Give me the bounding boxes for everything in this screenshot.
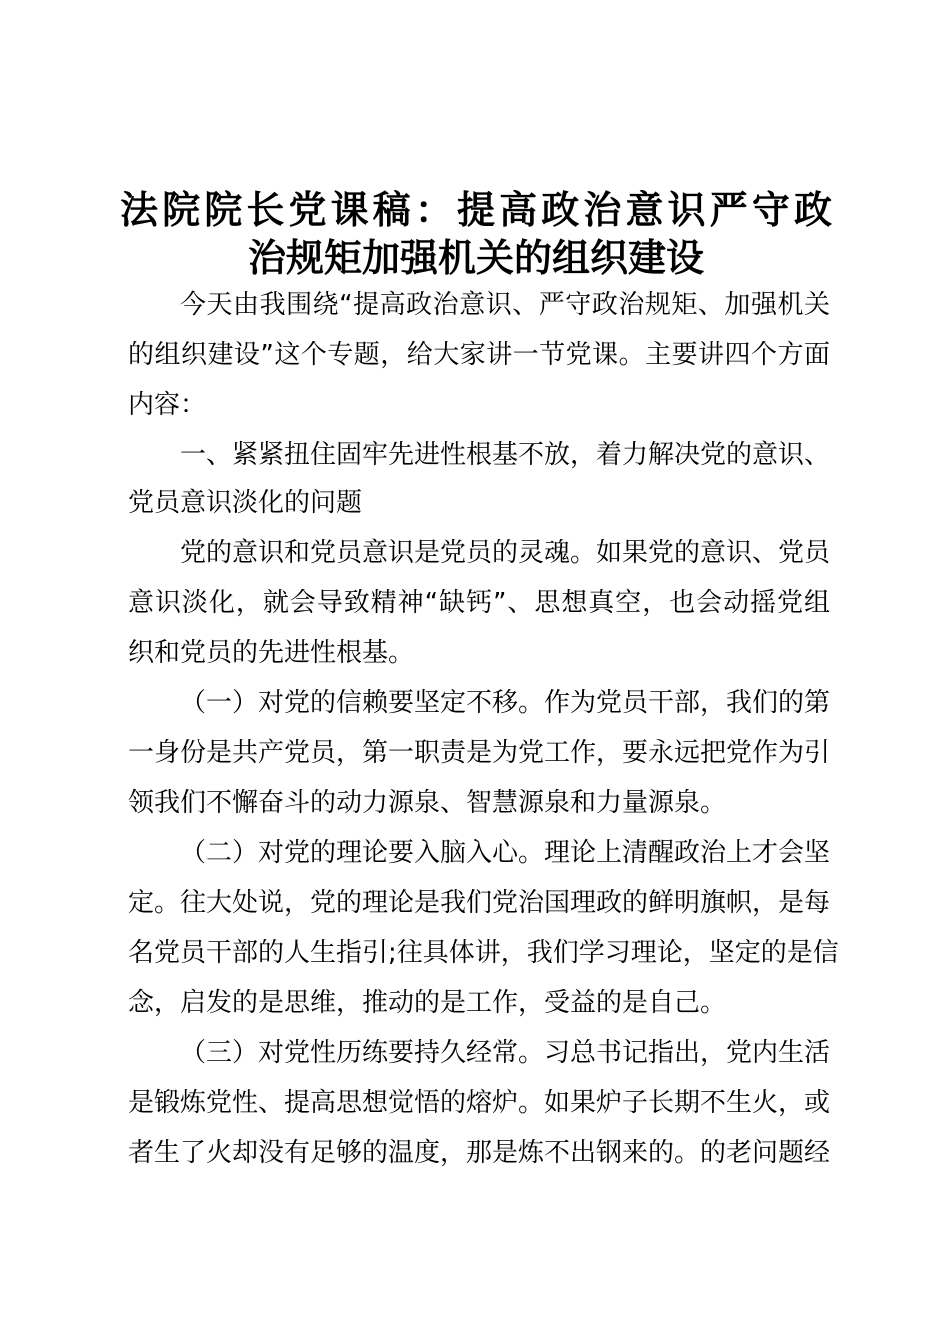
body-line: 一、紧紧扭住固牢先进性根基不放，着力解决党的意识、 — [180, 440, 831, 470]
title-line-2: 治规矩加强机关的组织建设 — [247, 236, 704, 280]
body-line: （三）对党性历练要持久经常。习总书记指出，党内生活 — [180, 1038, 831, 1068]
body-line: 者生了火却没有足够的温度，那是炼不出钢来的。的老问题经 — [128, 1138, 831, 1168]
body-line: 念，启发的是思维，推动的是工作，受益的是自己。 — [128, 988, 727, 1018]
body-line: （一）对党的信赖要坚定不移。作为党员干部，我们的第 — [180, 688, 831, 718]
body-line: 领我们不懈奋斗的动力源泉、智慧源泉和力量源泉。 — [128, 788, 727, 818]
body-line: 是锻炼党性、提高思想觉悟的熔炉。如果炉子长期不生火，或 — [128, 1088, 831, 1118]
body-line: 意识淡化，就会导致精神“缺钙”、思想真空，也会动摇党组 — [128, 588, 830, 618]
body-line: 定。往大处说，党的理论是我们党治国理政的鲜明旗帜，是每 — [128, 888, 831, 918]
body-line: 织和党员的先进性根基。 — [128, 638, 415, 668]
body-line: 今天由我围绕“提高政治意识、严守政治规矩、加强机关 — [180, 290, 830, 320]
body-line: 一身份是共产党员，第一职责是为党工作，要永远把党作为引 — [128, 738, 831, 768]
body-line: （二）对党的理论要入脑入心。理论上清醒政治上才会坚 — [180, 838, 831, 868]
body-line: 的组织建设”这个专题，给大家讲一节党课。主要讲四个方面 — [128, 340, 830, 370]
body-line: 内容： — [128, 390, 207, 420]
title-line-1: 法院院长党课稿：提高政治意识严守政 — [120, 188, 832, 232]
body-line: 名党员干部的人生指引;往具体讲，我们学习理论，坚定的是信 — [128, 938, 839, 968]
body-line: 党的意识和党员意识是党员的灵魂。如果党的意识、党员 — [180, 538, 831, 568]
body-line: 党员意识淡化的问题 — [128, 488, 363, 518]
